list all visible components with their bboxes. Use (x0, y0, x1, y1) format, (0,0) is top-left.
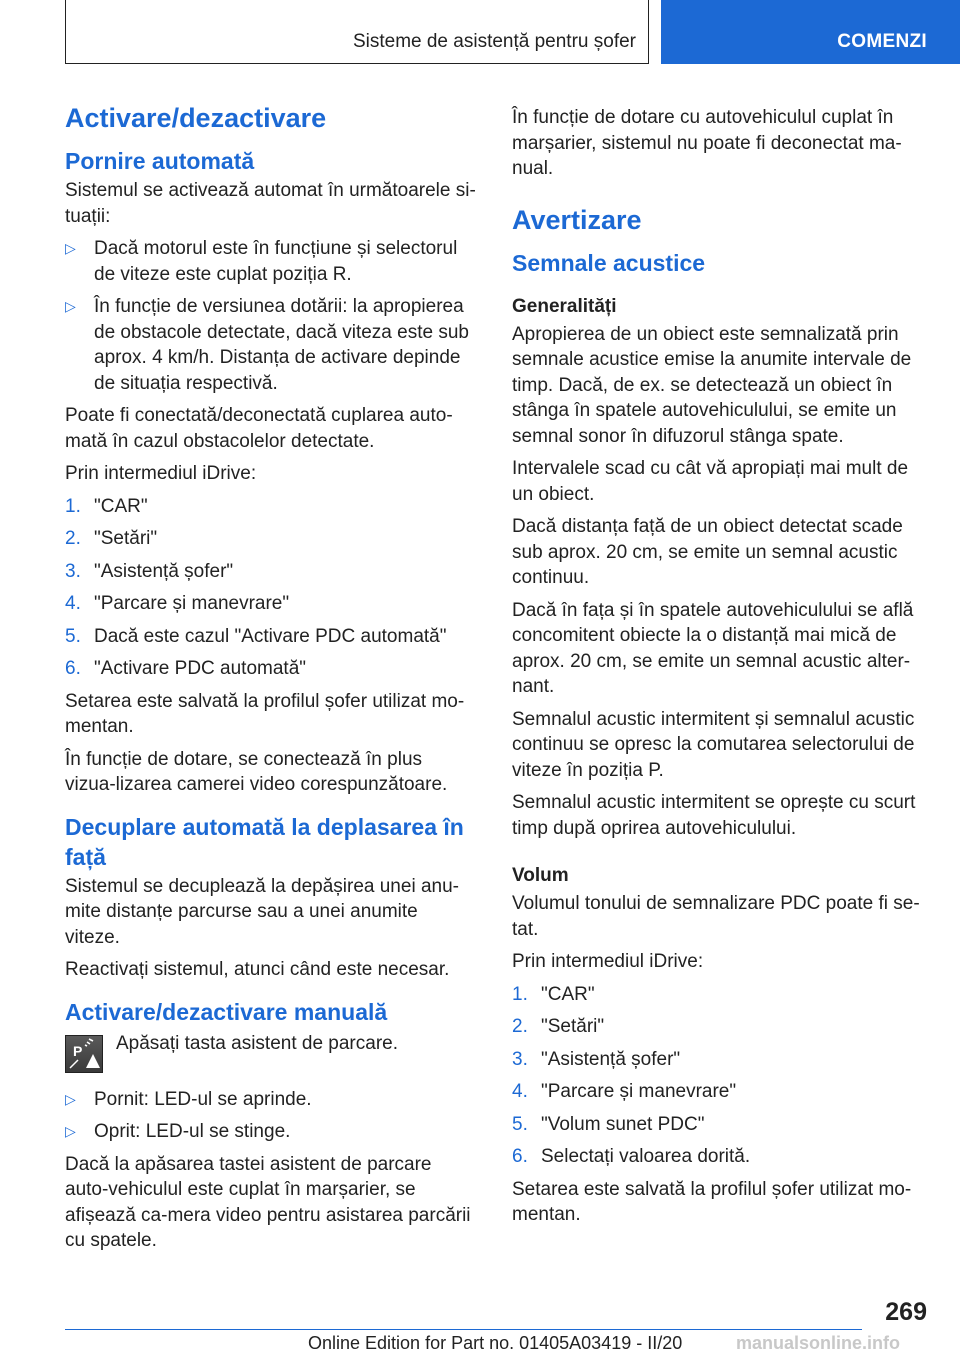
triangle-icon: ▷ (65, 240, 76, 256)
heading-semnale-acustice: Semnale acustice (512, 249, 706, 276)
manual-bullets (65, 1087, 477, 1145)
heading-decuplare: Decuplare automată la deplasarea în față (65, 813, 464, 870)
list-item: 2. "Setări" (65, 528, 158, 549)
footer-brand-watermark: manualsonline.info (736, 1333, 901, 1353)
left-column (65, 100, 477, 1261)
paragraph: În funcție de dotare cu autovehiculul cuplat în marșarier, sistemul nu poate fi deconectat ma-nual. (512, 107, 902, 179)
paragraph: Dacă distanța față de un obiect detectat scade sub aprox. 20 cm, se emite un semnal acustic continuu. (512, 516, 903, 588)
svg-text:P: P (73, 1042, 83, 1059)
heading-pornire-automata: Pornire automată (65, 148, 255, 174)
paragraph: Poate fi conectată/deconectată cuplarea auto-mată în cazul obstacolelor detectate. (65, 405, 453, 452)
paragraph: În funcție de dotare, se conectează în plus vizua-lizarea camerei video corespunzătoare. (65, 748, 448, 795)
footer-edition: Online Edition for Part no. 01405A03419 - II/20 (308, 1333, 683, 1353)
paragraph: Reactivați sistemul, atunci când este necesar. (65, 959, 450, 980)
footer-divider (65, 1329, 862, 1330)
paragraph: Dacă la apăsarea tastei asistent de parcare auto-vehiculul este cuplat în marșarier, se afișează ca-mera video pentru asistarea parcării cu spatele. (65, 1153, 471, 1251)
triangle-icon: ▷ (65, 1090, 76, 1107)
list-item: 6. Selectați valoarea dorită. (512, 1146, 751, 1167)
tab-comenzi[interactable]: COMENZI (661, 0, 960, 64)
volume-steps (512, 982, 922, 1170)
paragraph: Intervalele scad cu cât vă apropiați mai mult de un obiect. (512, 458, 909, 505)
paragraph: Prin intermediul iDrive: (512, 951, 704, 972)
heading-generalitati: Generalități (512, 295, 617, 317)
paragraph: Semnalul acustic intermitent și semnalul acustic continuu se opresc la comutarea selectorului de viteze în poziția P. (512, 708, 915, 781)
park-assist-row (65, 1031, 477, 1075)
intro-text: Sistemul se activează automat în următoarele si-tuații: (65, 180, 476, 227)
header-frame (65, 0, 649, 64)
list-item: 3. "Asistență șofer" (65, 560, 234, 582)
list-item: 4. "Parcare și manevrare" (65, 593, 290, 614)
list-item: 6. "Activare PDC automată" (65, 658, 307, 679)
paragraph: Prin intermediul iDrive: (65, 463, 257, 484)
icon-description: Apăsați tasta asistent de parcare. (116, 1032, 398, 1054)
heading-manual: Activare/dezactivare manuală (65, 998, 388, 1025)
heading-activare: Activare/dezactivare (65, 103, 327, 133)
paragraph: Semnalul acustic intermitent se oprește cu scurt timp după oprirea autovehiculului. (512, 792, 916, 839)
park-assist-button-icon (65, 1035, 103, 1073)
list-item: 1. "CAR" (65, 495, 148, 517)
list-item: ▷ În funcție de versiunea dotării: la apropierea de obstacole detectate, dacă viteza este sub aprox. 4 km/h. Distanța de activare depinde de situația respectivă. (65, 296, 469, 394)
heading-avertizare: Avertizare (512, 204, 642, 235)
paragraph: Dacă în fața și în spatele autovehiculului se află concomitent obiecte la o distanță mai mică de aprox. 20 cm, se emite un semnal acustic alter-nant. (512, 599, 914, 697)
list-item: 4. "Parcare și manevrare" (512, 1081, 737, 1102)
auto-on-bullets (65, 236, 477, 396)
heading-volum: Volum (512, 865, 569, 886)
triangle-icon: ▷ (65, 1123, 76, 1139)
triangle-icon: ▷ (65, 298, 76, 314)
auto-on-steps (65, 494, 477, 682)
list-item: 5. Dacă este cazul "Activare PDC automată" (65, 625, 447, 647)
list-item: ▷ Dacă motorul este în funcțiune și selectorul de viteze este cuplat poziția R. (65, 238, 458, 285)
list-item: 2. "Setări" (512, 1016, 605, 1037)
paragraph: Volumul tonului de semnalizare PDC poate fi se-tat. (512, 893, 920, 940)
paragraph: Setarea este salvată la profilul șofer utilizat mo-mentan. (65, 690, 465, 737)
paragraph: Sistemul se decuplează la depășirea unei anu-mite distanțe parcurse sau a unei anumite viteze. (65, 875, 459, 948)
list-item: ▷ Pornit: LED-ul se aprinde. (65, 1087, 477, 1113)
list-item: 3. "Asistență șofer" (512, 1048, 681, 1070)
right-column (512, 105, 922, 1235)
paragraph: Setarea este salvată la profilul șofer utilizat mo-mentan. (512, 1178, 912, 1225)
list-item: ▷ Oprit: LED-ul se stinge. (65, 1119, 477, 1145)
page-number: 269 (885, 1298, 927, 1326)
paragraph: Apropierea de un obiect este semnalizată prin semnale acustice emise la anumite intervale de timp. Dacă, de ex. se detectează un obiect în stânga în spatele autovehiculului, se emite un semnal sonor în difuzorul stânga spate. (512, 323, 912, 447)
section-title: Sisteme de asistență pentru șofer (352, 31, 636, 52)
list-item: 1. "CAR" (512, 983, 595, 1005)
list-item: 5. "Volum sunet PDC" (512, 1113, 705, 1135)
